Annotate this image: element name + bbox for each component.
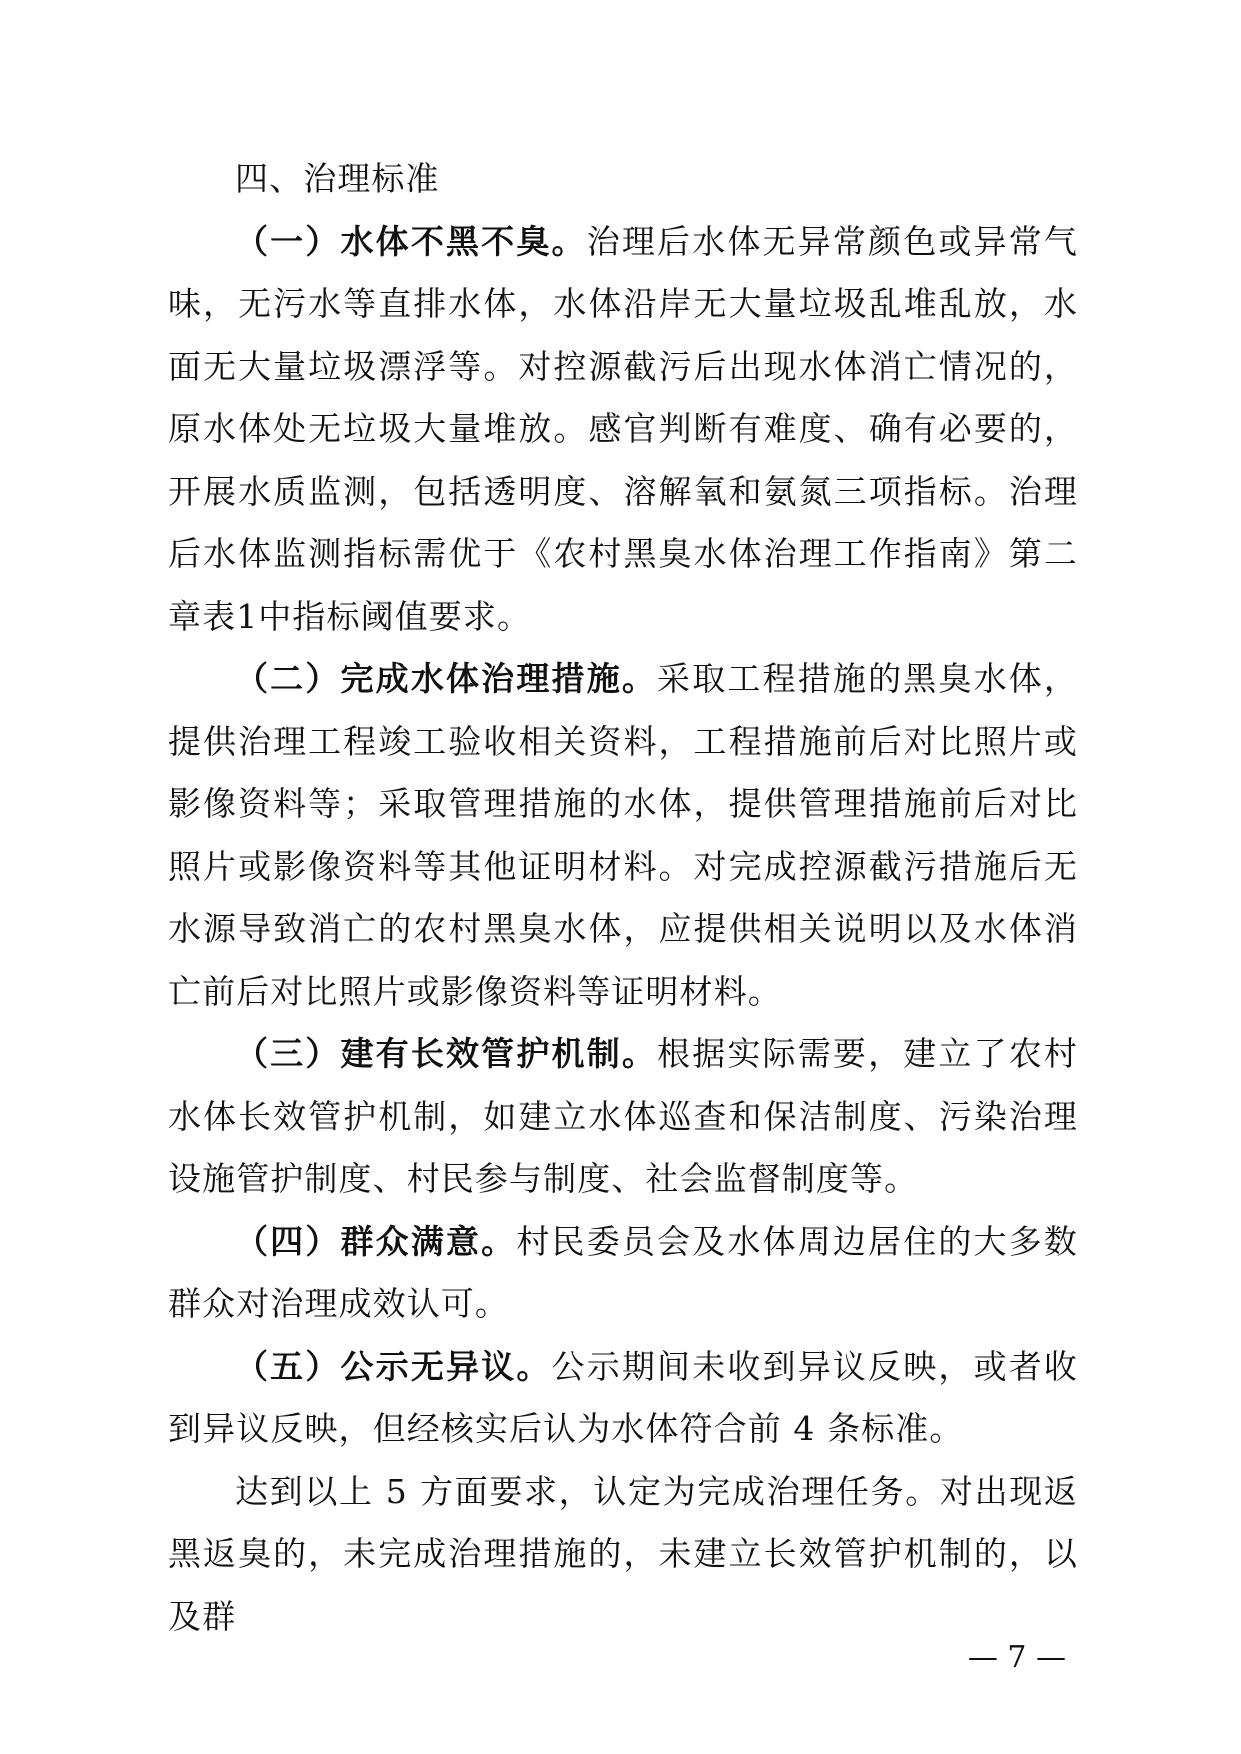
paragraph-conclusion	[168, 1461, 1078, 1649]
paragraph-treatment-measures	[168, 648, 1078, 1023]
paragraph-lead: （五）公示无异议。	[235, 1346, 552, 1386]
paragraph-lead: （三）建有长效管护机制。	[235, 1034, 658, 1073]
paragraph-text: 公示期间未收到异议反映，或者收到异议反映，但经核实后认为水体符合前 4 条标准。	[168, 1346, 1079, 1448]
section-heading: 四、治理标准	[235, 159, 440, 198]
page-number: — 7 —	[967, 1640, 1066, 1675]
page-body	[168, 148, 1078, 1648]
paragraph-lead: （四）群众满意。	[235, 1221, 517, 1261]
paragraph-text: 采取工程措施的黑臭水体，提供治理工程竣工验收相关资料，工程措施前后对比照片或影像资料等；采取管理措施的水体，提供管理措施前后对比照片或影像资料等其他证明材料。对完成控源截污措施后无水源导致消亡的农村黑臭水体，应提供相关说明以及水体消亡前后对比照片或影像资料等证明材料。	[168, 659, 1079, 1011]
paragraph-text: 治理后水体无异常颜色或异常气味，无污水等直排水体，水体沿岸无大量垃圾乱堆乱放，水面无大量垃圾漂浮等。对控源截污后出现水体消亡情况的，原水体处无垃圾大量堆放。感官判断有难度、确有必要的，开展水质监测，包括透明度、溶解氧和氨氮三项指标。治理后水体监测指标需优于《农村黑臭水体治理工作指南》第二章表1中指标阈值要求。	[168, 221, 1079, 636]
paragraph-long-term-mechanism	[168, 1023, 1078, 1211]
paragraph-text: 根据实际需要，建立了农村水体长效管护机制，如建立水体巡查和保洁制度、污染治理设施管护制度、村民参与制度、社会监督制度等。	[168, 1034, 1079, 1198]
paragraph-text: 达到以上 5 方面要求，认定为完成治理任务。对出现返黑返臭的，未完成治理措施的，未建立长效管护机制的，以及群	[168, 1471, 1078, 1636]
paragraph-lead: （二）完成水体治理措施。	[235, 659, 658, 698]
paragraph-text: 村民委员会及水体周边居住的大多数群众对治理成效认可。	[168, 1221, 1078, 1323]
paragraph-water-not-black-odorous	[168, 211, 1078, 649]
paragraph-lead: （一）水体不黑不臭。	[235, 221, 587, 261]
paragraph-public-satisfaction	[168, 1211, 1078, 1336]
paragraph-no-objection	[168, 1336, 1078, 1461]
